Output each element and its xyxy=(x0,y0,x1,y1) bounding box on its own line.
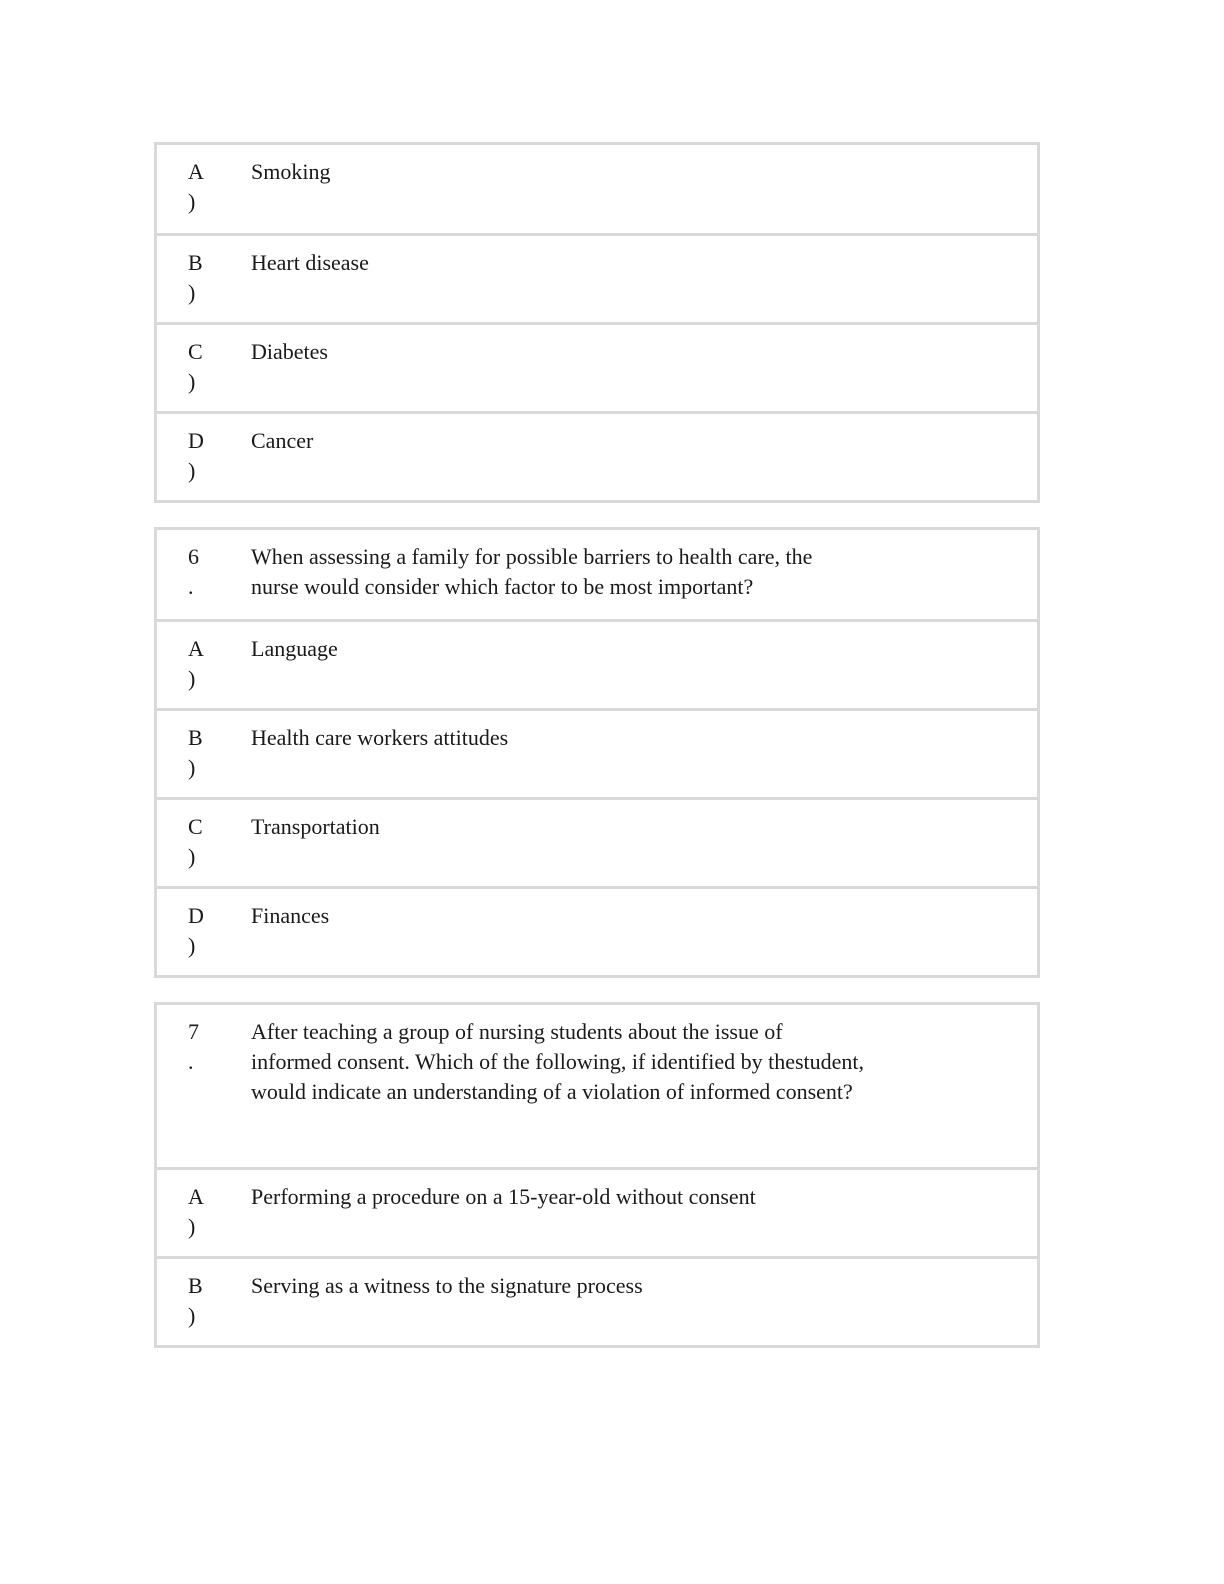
question-5-options-table xyxy=(154,142,1040,503)
option-label: B ) xyxy=(188,1273,203,1328)
option-text: Health care workers attitudes xyxy=(251,725,509,750)
option-label: A ) xyxy=(188,1184,204,1239)
option-label: D ) xyxy=(188,428,204,483)
question-stem: After teaching a group of nursing students about the issue of informed consent. Which of the following, if identified by thestudent, would indicate an understanding of a violation of informed consent? xyxy=(251,1019,865,1104)
option-label: B ) xyxy=(188,250,203,305)
option-row-d xyxy=(157,886,1037,975)
option-text: Performing a procedure on a 15-year-old without consent xyxy=(251,1184,756,1209)
option-text: Transportation xyxy=(251,814,380,839)
question-6-table xyxy=(154,527,1040,978)
option-label: C ) xyxy=(188,814,203,869)
option-text: Finances xyxy=(251,903,330,928)
option-label: D ) xyxy=(188,903,204,958)
option-text: Heart disease xyxy=(251,250,369,275)
question-stem-row xyxy=(157,530,1037,619)
question-number: 6 . xyxy=(188,544,199,599)
question-7-table xyxy=(154,1002,1040,1348)
option-row-b xyxy=(157,233,1037,322)
option-row-d xyxy=(157,411,1037,500)
option-row-a xyxy=(157,1167,1037,1256)
option-text: Cancer xyxy=(251,428,314,453)
question-stem: When assessing a family for possible barriers to health care, the nurse would consider which factor to be most important? xyxy=(251,544,813,599)
question-stem-row xyxy=(157,1005,1037,1167)
option-row-c xyxy=(157,797,1037,886)
option-label: A ) xyxy=(188,636,204,691)
option-text: Smoking xyxy=(251,159,331,184)
option-row-a xyxy=(157,145,1037,233)
option-row-b xyxy=(157,708,1037,797)
option-row-a xyxy=(157,619,1037,708)
option-label: A ) xyxy=(188,159,204,214)
option-label: B ) xyxy=(188,725,203,780)
option-text: Diabetes xyxy=(251,339,328,364)
question-number: 7 . xyxy=(188,1019,199,1074)
option-label: C ) xyxy=(188,339,203,394)
option-text: Serving as a witness to the signature process xyxy=(251,1273,643,1298)
option-text: Language xyxy=(251,636,338,661)
option-row-c xyxy=(157,322,1037,411)
option-row-b xyxy=(157,1256,1037,1345)
